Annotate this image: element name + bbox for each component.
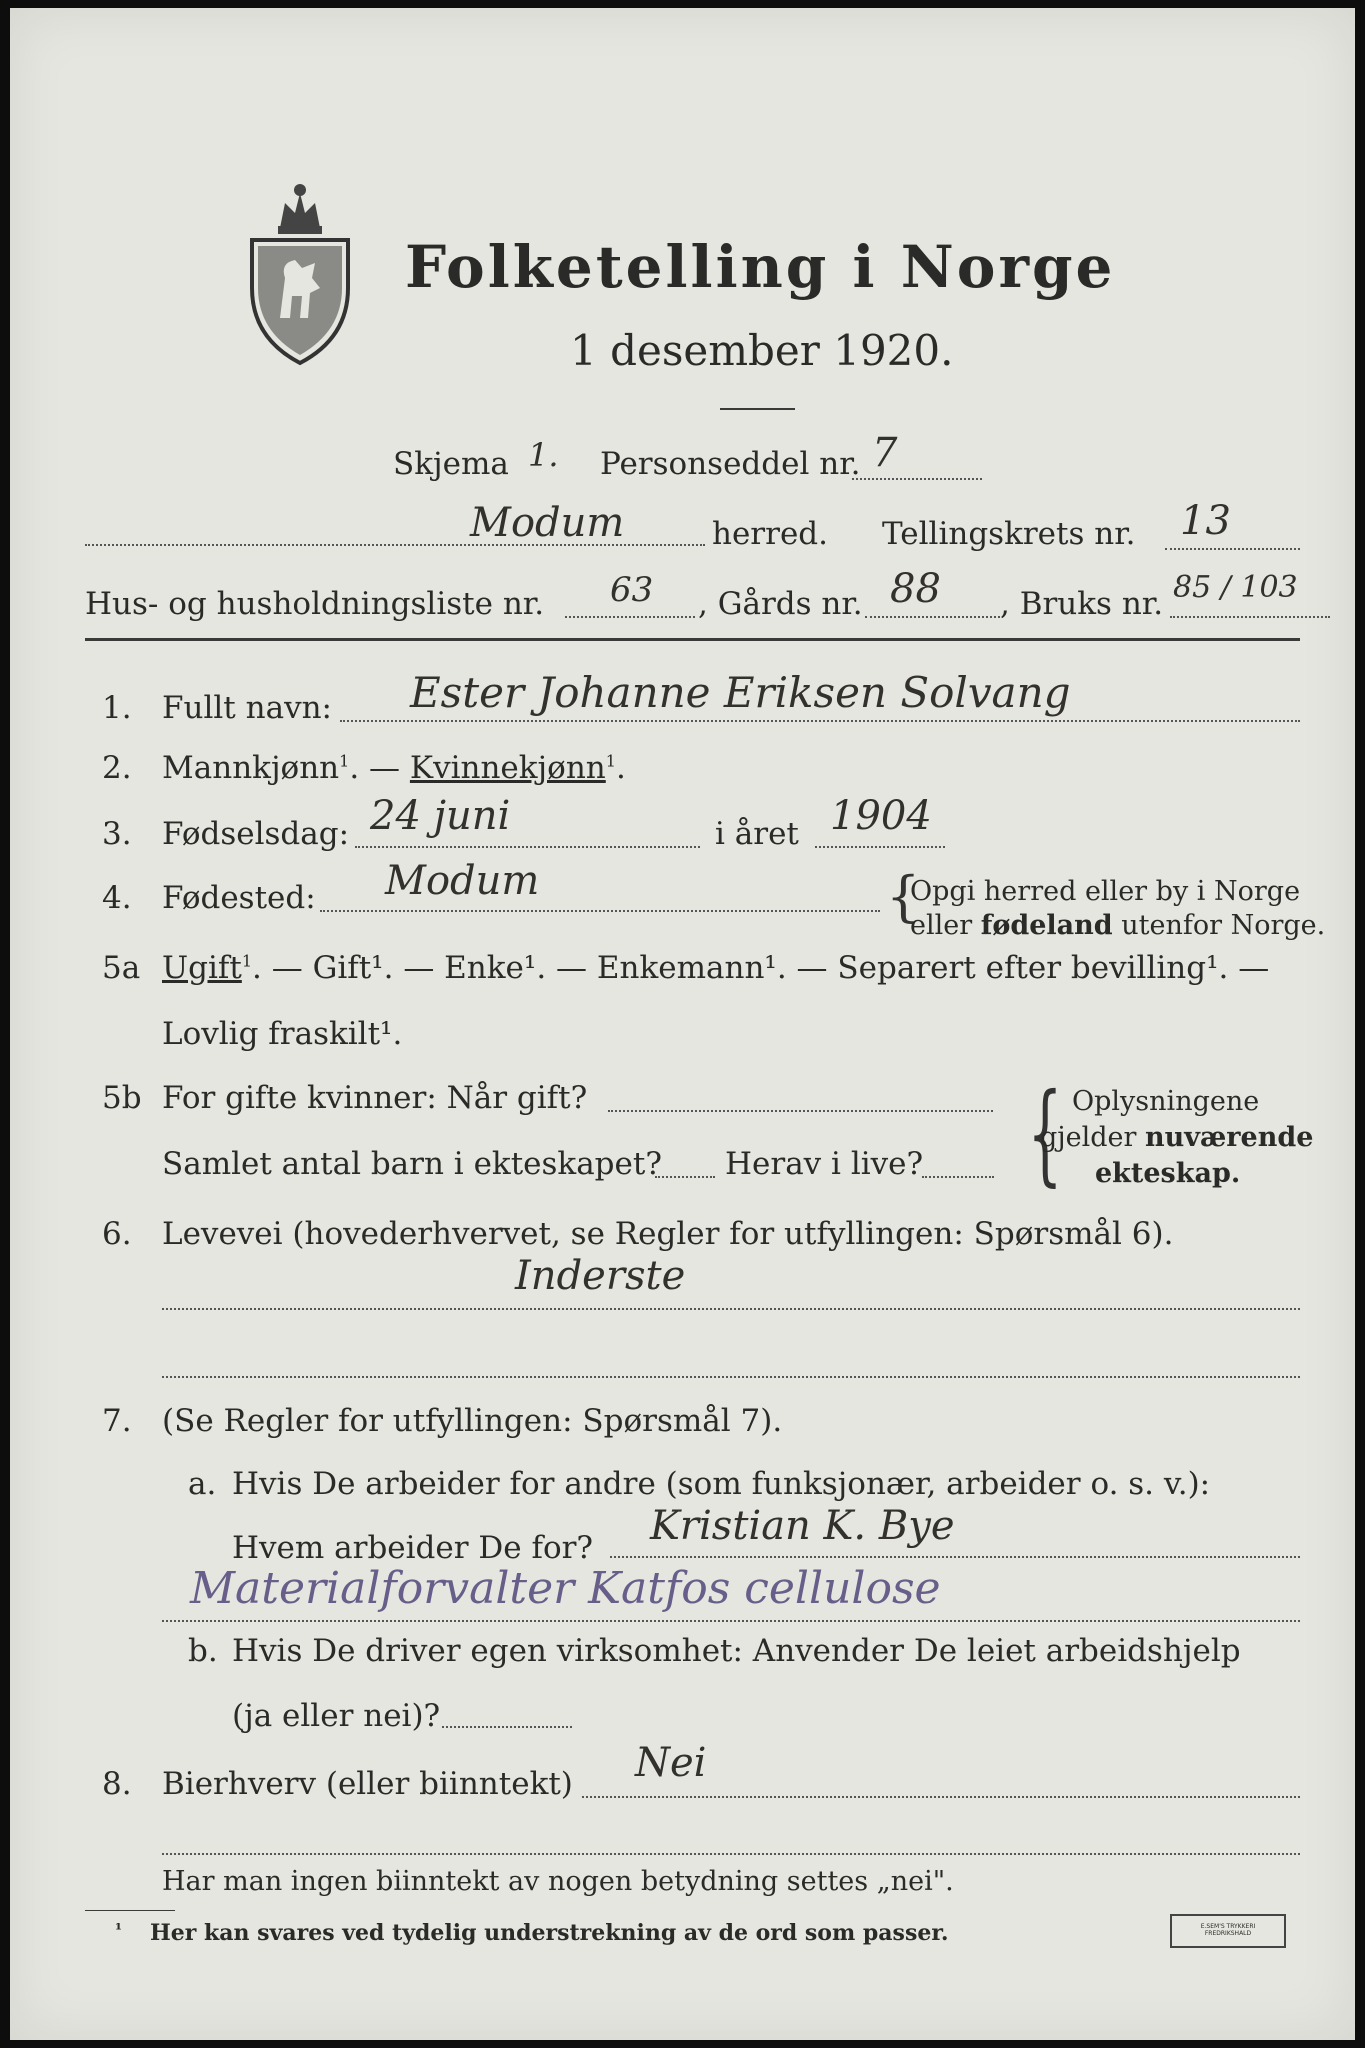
q5b-note-2: gjelder nuværende [1040, 1122, 1314, 1153]
q5a-number: 5a [102, 950, 141, 986]
q6-number: 6. [102, 1216, 132, 1252]
q3-year-value: 1904 [830, 793, 932, 839]
q2-end: . [615, 750, 626, 786]
q7b-line [442, 1726, 572, 1728]
q2-female: Kvinnekjønn [409, 750, 606, 786]
title-divider [720, 408, 795, 410]
footnote-text: Her kan svares ved tydelig understrekning av de ord som passer. [150, 1920, 949, 1946]
norway-coat-of-arms-icon [240, 168, 360, 368]
personseddel-label: Personseddel nr. [600, 446, 861, 482]
skjema-value: 1. [528, 436, 559, 474]
q5b-line2b: Herav i live? [725, 1146, 924, 1182]
q7a-line1: Hvis De arbeider for andre (som funksjonær, arbeider o. s. v.): [232, 1466, 1211, 1502]
q5b-note-3: ekteskap. [1095, 1158, 1241, 1189]
q2-line: Mannkjønn$^1$. — Kvinnekjønn$^1$. [162, 750, 626, 786]
q5a-line: Ugift$^1$. — Gift¹. — Enke¹. — Enkemann¹. — Separert efter bevilling¹. — [162, 950, 1270, 986]
tellingskrets-value: 13 [1180, 498, 1231, 544]
q5b-line1-dots [608, 1110, 993, 1112]
herred-value: Modum [470, 500, 625, 546]
q2-sep: . — [349, 750, 410, 786]
q5b-line2-dots [655, 1176, 715, 1178]
q7a-line [610, 1556, 1300, 1558]
q5b-line1: For gifte kvinner: Når gift? [162, 1080, 588, 1116]
q2-number: 2. [102, 750, 132, 786]
personseddel-line [852, 478, 982, 480]
q2-male: Mannkjønn [162, 750, 340, 786]
q7b-letter: b. [188, 1633, 218, 1669]
q5a-ugift: Ugift [162, 950, 242, 986]
q4-note-1: Opgi herred eller by i Norge [910, 876, 1301, 907]
q3-number: 3. [102, 816, 132, 852]
q3-label: Fødselsdag: [162, 816, 350, 852]
q4-note-2: eller fødeland utenfor Norge. [910, 910, 1326, 941]
husliste-value: 63 [610, 570, 654, 610]
q5b-brace: { [1027, 1069, 1063, 1197]
gards-label: , Gårds nr. [698, 586, 863, 622]
tellingskrets-line [1165, 548, 1300, 550]
gards-value: 88 [890, 566, 941, 612]
herred-line [85, 544, 705, 546]
q8-line [582, 1796, 1300, 1798]
q3-value: 24 juni [370, 793, 511, 839]
q7a-line2-dots [162, 1620, 1300, 1622]
q8-value: Nei [635, 1740, 707, 1786]
husliste-line [565, 616, 695, 618]
header-rule [85, 638, 1300, 641]
bruks-label: , Bruks nr. [1000, 586, 1164, 622]
q5b-line2: Samlet antal barn i ekteskapet? [162, 1146, 662, 1182]
q4-number: 4. [102, 880, 132, 916]
tellingskrets-label: Tellingskrets nr. [882, 516, 1136, 552]
q6-line2 [162, 1376, 1300, 1378]
q4-line [320, 910, 880, 912]
q7a-line2: Hvem arbeider De for? [232, 1530, 594, 1566]
census-date: 1 desember 1920. [570, 326, 954, 375]
q6-line1 [162, 1308, 1300, 1310]
husliste-label: Hus- og husholdningsliste nr. [85, 586, 545, 622]
q7-label: (Se Regler for utfyllingen: Spørsmål 7). [162, 1403, 783, 1439]
q3-line [355, 846, 700, 848]
herred-label: herred. [712, 516, 828, 552]
q8-number: 8. [102, 1766, 132, 1802]
q6-value: Inderste [515, 1253, 686, 1299]
q1-label: Fullt navn: [162, 690, 332, 726]
q1-number: 1. [102, 690, 132, 726]
footnote-mark: ¹ [115, 1920, 123, 1939]
q3-year-line [815, 846, 945, 848]
q7a-value2: Materialforvalter Katfos cellulose [190, 1563, 941, 1614]
q7a-letter: a. [188, 1466, 217, 1502]
q8-line2 [162, 1853, 1300, 1855]
q5b-line2b-dots [922, 1176, 994, 1178]
q1-value: Ester Johanne Eriksen Solvang [410, 668, 1071, 717]
q4-brace: { [886, 865, 921, 928]
bruks-line [1170, 616, 1330, 618]
q3-year-label: i året [715, 816, 799, 852]
q7-number: 7. [102, 1403, 132, 1439]
q5b-note-1: Oplysningene [1072, 1086, 1260, 1117]
q5a-line2: Lovlig fraskilt¹. [162, 1016, 403, 1052]
biinntekt-note: Har man ingen biinntekt av nogen betydning settes „nei". [162, 1866, 954, 1897]
q5b-number: 5b [102, 1080, 142, 1116]
census-form-page [10, 8, 1355, 2040]
footnote-rule [85, 1910, 175, 1911]
skjema-label: Skjema [393, 446, 509, 482]
gards-line [865, 616, 1000, 618]
q5a-rest: . — Gift¹. — Enke¹. — Enkemann¹. — Separert efter bevilling¹. — [252, 950, 1270, 986]
q4-value: Modum [385, 858, 540, 904]
q7a-value: Kristian K. Bye [650, 1503, 955, 1549]
q8-label: Bierhverv (eller biinntekt) [162, 1766, 573, 1802]
form-title: Folketelling i Norge [405, 233, 1116, 301]
printer-stamp [1170, 1914, 1286, 1948]
q7b-line2: (ja eller nei)? [232, 1698, 441, 1734]
q7b-line1: Hvis De driver egen virksomhet: Anvender De leiet arbeidshjelp [232, 1633, 1241, 1669]
q4-label: Fødested: [162, 880, 316, 916]
q6-label: Levevei (hovederhvervet, se Regler for utfyllingen: Spørsmål 6). [162, 1216, 1174, 1252]
printer-stamp-text: E.SEM'S TRYKKERI FREDRIKSHALD [1200, 1923, 1256, 1937]
q1-line [340, 720, 1300, 722]
bruks-value: 85 / 103 [1173, 570, 1298, 605]
personseddel-value: 7 [872, 430, 898, 476]
